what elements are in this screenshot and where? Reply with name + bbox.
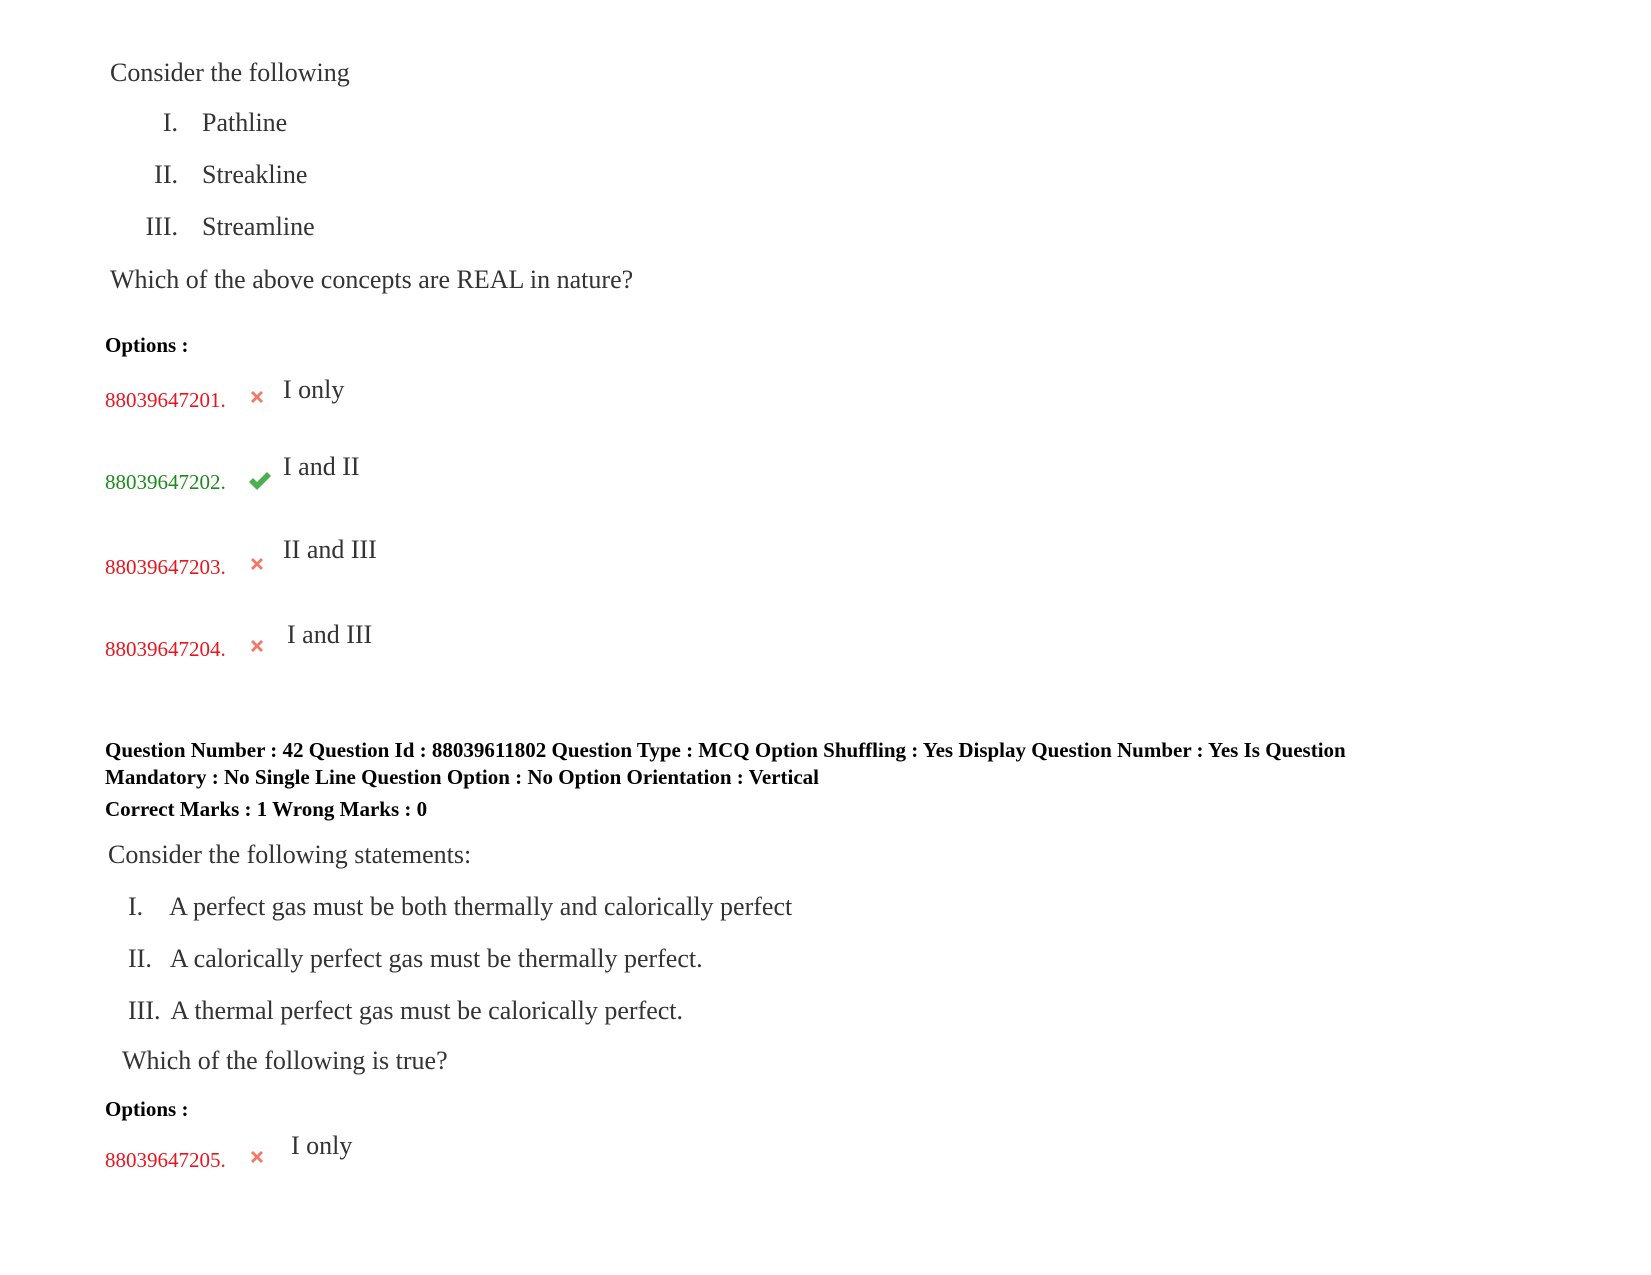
option-id: 88039647204.: [105, 637, 226, 661]
list-item-number: I.: [162, 108, 178, 137]
option-text: I and III: [287, 620, 373, 649]
list-item-text: Streamline: [202, 212, 315, 241]
list-item-number: III.: [128, 996, 161, 1025]
check-icon: [247, 470, 273, 492]
question-text: Which of the following is true?: [122, 1046, 448, 1075]
list-item: [128, 996, 683, 1026]
list-item-text: A calorically perfect gas must be thermally perfect.: [169, 944, 703, 973]
list-item: [128, 944, 703, 974]
list-item: [128, 892, 792, 922]
wrong-icon: [248, 1148, 266, 1166]
question-meta-line2: Mandatory : No Single Line Question Option : No Option Orientation : Vertical: [105, 765, 820, 789]
option-text: I only: [283, 375, 345, 404]
option-text: I and II: [283, 452, 360, 481]
list-item-number: II.: [154, 160, 178, 189]
list-item: [138, 108, 287, 138]
list-item-text: Streakline: [202, 160, 308, 189]
list-item: [138, 212, 315, 242]
wrong-icon: [248, 637, 266, 655]
question-meta-line1: Question Number : 42 Question Id : 88039611802 Question Type : MCQ Option Shuffling : Yes Display Question Number : Yes Is Question: [105, 738, 1346, 762]
option-id: 88039647202.: [105, 470, 226, 494]
options-label: Options :: [105, 1097, 189, 1121]
question-marks: Correct Marks : 1 Wrong Marks : 0: [105, 797, 428, 821]
option-text: II and III: [283, 535, 377, 564]
wrong-icon: [248, 388, 266, 406]
list-item-text: A thermal perfect gas must be calorically perfect.: [170, 996, 684, 1025]
list-item-text: Pathline: [202, 108, 288, 137]
option-id: 88039647203.: [105, 555, 226, 579]
option-id: 88039647205.: [105, 1148, 226, 1172]
list-item-number: III.: [145, 212, 178, 241]
question-text: Which of the above concepts are REAL in nature?: [110, 265, 634, 294]
list-item-text: A perfect gas must be both thermally and calorically perfect: [169, 892, 793, 921]
options-label: Options :: [105, 333, 189, 357]
question-intro: Consider the following: [110, 58, 350, 87]
list-item-number: II.: [128, 944, 152, 973]
list-item-number: I.: [128, 892, 144, 921]
list-item: [138, 160, 307, 190]
option-id: 88039647201.: [105, 388, 226, 412]
question-intro: Consider the following statements:: [108, 840, 472, 869]
option-text: I only: [291, 1131, 353, 1160]
wrong-icon: [248, 555, 266, 573]
